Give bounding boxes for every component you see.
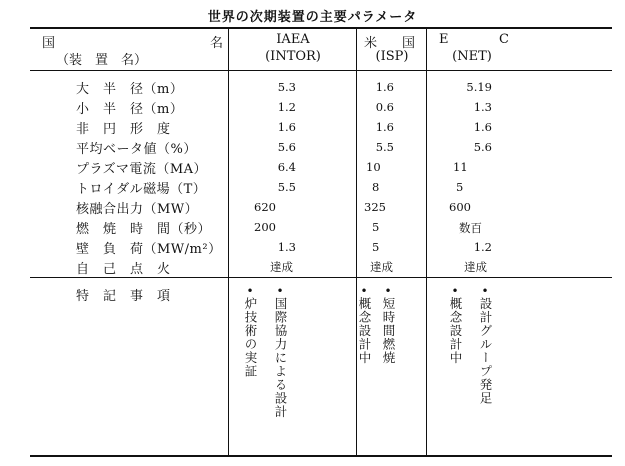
bullet-icon: • bbox=[481, 284, 489, 298]
cell-net-plasma-current: 11 bbox=[453, 160, 468, 174]
row-label-plasma-current: プラズマ電流（MA） bbox=[76, 162, 208, 177]
header-col2-top-left: 米 bbox=[364, 36, 378, 51]
cell-isp-toroidal-field: 8 bbox=[372, 180, 380, 194]
cell-intor-wall-load: 1.3 bbox=[277, 240, 296, 254]
row-label-burn-time: 燃 焼 時 間（秒） bbox=[76, 222, 212, 237]
cell-intor-toroidal-field: 5.5 bbox=[277, 180, 296, 194]
note-text: 概念設計中 bbox=[448, 297, 463, 365]
cell-net-fusion-power: 600 bbox=[449, 200, 471, 214]
bullet-icon: • bbox=[384, 284, 392, 298]
header-col2-top-right: 国 bbox=[402, 36, 416, 51]
bullet-icon: • bbox=[451, 284, 459, 298]
column-divider-2 bbox=[356, 27, 357, 457]
header-col1-bottom: (INTOR) bbox=[265, 49, 321, 64]
row-label-fusion-power: 核融合出力（MW） bbox=[76, 202, 199, 217]
note-text: 炉技術の実証 bbox=[243, 297, 258, 378]
header-col2-bottom: (ISP) bbox=[375, 49, 409, 64]
column-divider-3 bbox=[426, 27, 427, 457]
notes-label: 特 記 事 項 bbox=[76, 289, 171, 304]
cell-intor-elongation: 1.6 bbox=[277, 120, 296, 134]
cell-net-ignition: 達成 bbox=[464, 260, 487, 274]
header-name-label: 名 bbox=[210, 36, 224, 51]
header-device-label: （装 置 名） bbox=[56, 53, 148, 68]
cell-net-average-beta: 5.6 bbox=[473, 140, 492, 154]
row-label-ignition: 自 己 点 火 bbox=[76, 262, 171, 277]
cell-net-major-radius: 5.19 bbox=[466, 80, 492, 94]
top-rule bbox=[30, 27, 612, 29]
cell-isp-major-radius: 1.6 bbox=[375, 80, 394, 94]
cell-isp-ignition: 達成 bbox=[370, 260, 393, 274]
header-country-label: 国 bbox=[42, 36, 56, 51]
header-col3-top-left: E bbox=[439, 32, 449, 47]
header-col3-bottom: (NET) bbox=[452, 49, 492, 64]
cell-isp-wall-load: 5 bbox=[372, 240, 380, 254]
cell-net-toroidal-field: 5 bbox=[456, 180, 464, 194]
row-label-toroidal-field: トロイダル磁場（T） bbox=[76, 182, 207, 197]
row-label-wall-load: 壁 負 荷（MW/m²） bbox=[76, 242, 222, 257]
row-label-minor-radius: 小 半 径（m） bbox=[76, 102, 184, 117]
note-isp-2 bbox=[357, 285, 371, 365]
cell-isp-fusion-power: 325 bbox=[364, 200, 386, 214]
cell-isp-plasma-current: 10 bbox=[366, 160, 381, 174]
cell-isp-average-beta: 5.5 bbox=[375, 140, 394, 154]
row-label-major-radius: 大 半 径（m） bbox=[76, 82, 184, 97]
cell-isp-burn-time: 5 bbox=[372, 220, 380, 234]
note-intor-1 bbox=[273, 285, 287, 419]
cell-intor-major-radius: 5.3 bbox=[277, 80, 296, 94]
table-title: 世界の次期装置の主要パラメータ bbox=[207, 10, 418, 25]
header-col1-top: IAEA bbox=[276, 32, 310, 47]
note-intor-2 bbox=[243, 285, 257, 378]
cell-intor-average-beta: 5.6 bbox=[277, 140, 296, 154]
notes-rule bbox=[30, 277, 612, 278]
cell-intor-burn-time: 200 bbox=[254, 220, 276, 234]
header-rule bbox=[30, 70, 612, 71]
note-text: 設計グループ発足 bbox=[478, 297, 493, 405]
note-text: 国際協力による設計 bbox=[273, 297, 288, 419]
cell-intor-minor-radius: 1.2 bbox=[277, 100, 296, 114]
cell-net-minor-radius: 1.3 bbox=[473, 100, 492, 114]
note-net-2 bbox=[448, 285, 462, 365]
bottom-rule bbox=[30, 455, 612, 457]
row-label-elongation: 非 円 形 度 bbox=[76, 122, 171, 137]
cell-net-wall-load: 1.2 bbox=[473, 240, 492, 254]
note-text: 短時間燃焼 bbox=[381, 297, 396, 365]
header-col3-top-right: C bbox=[499, 32, 509, 47]
cell-isp-elongation: 1.6 bbox=[375, 120, 394, 134]
note-text: 概念設計中 bbox=[357, 297, 372, 365]
note-net-1 bbox=[478, 285, 492, 405]
cell-intor-fusion-power: 620 bbox=[254, 200, 276, 214]
cell-net-elongation: 1.6 bbox=[473, 120, 492, 134]
note-isp-1 bbox=[381, 285, 395, 365]
parameter-table bbox=[30, 27, 612, 457]
bullet-icon: • bbox=[360, 284, 368, 298]
cell-intor-plasma-current: 6.4 bbox=[277, 160, 296, 174]
cell-net-burn-time: 数百 bbox=[459, 221, 482, 235]
cell-intor-ignition: 達成 bbox=[270, 260, 293, 274]
cell-isp-minor-radius: 0.6 bbox=[375, 100, 394, 114]
column-divider-1 bbox=[228, 27, 229, 457]
row-label-average-beta: 平均ベータ値（%） bbox=[76, 142, 197, 157]
bullet-icon: • bbox=[246, 284, 254, 298]
bullet-icon: • bbox=[276, 284, 284, 298]
